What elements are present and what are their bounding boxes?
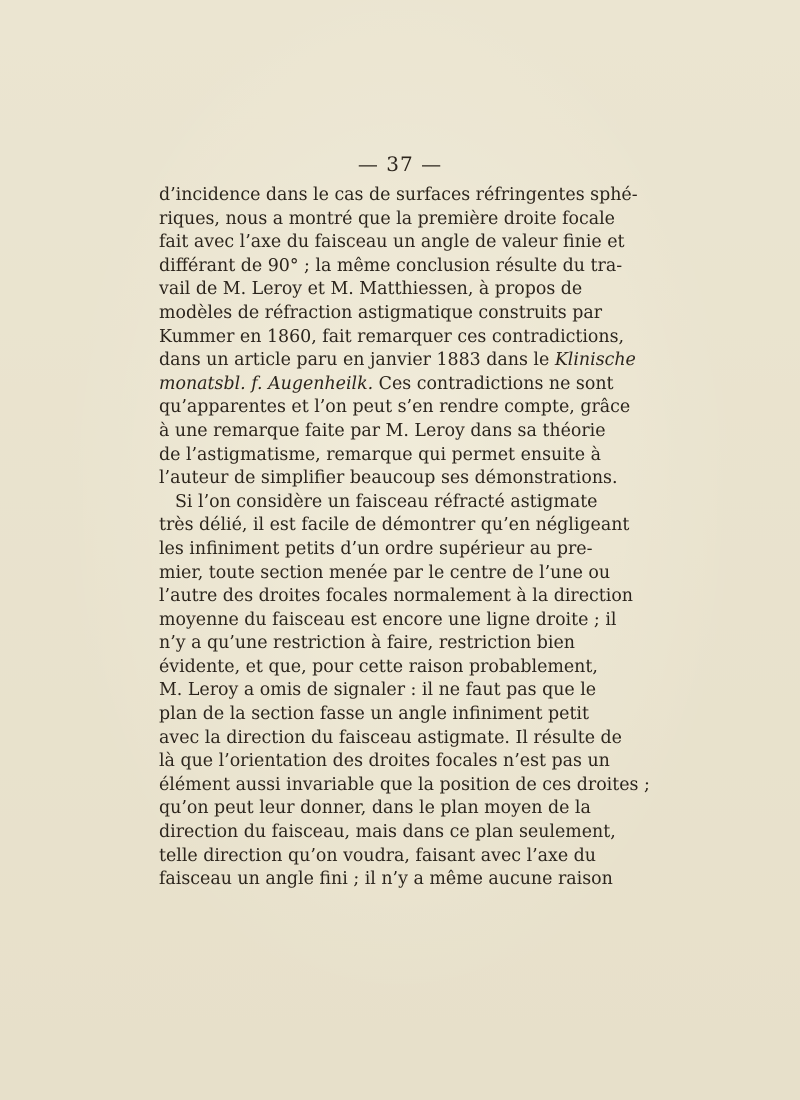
text-line: direction du faisceau, mais dans ce plan seulement, <box>159 822 616 843</box>
text-line: M. Leroy a omis de signaler : il ne faut pas que le <box>159 680 597 701</box>
text-line: là que l’orientation des droites focales n’est pas un <box>159 751 610 772</box>
text-line: différant de 90° ; la même conclusion résulte du tra- <box>159 255 623 276</box>
text-line: d’incidence dans le cas de surfaces réfringentes sphé- <box>159 185 638 205</box>
text-line: faisceau un angle fini ; il n’y a même aucune raison <box>159 869 613 890</box>
text-line: avec la direction du faisceau astigmate. Il résulte de <box>159 727 622 748</box>
text-line: les infiniment petits d’un ordre supérieur au pre- <box>159 538 593 559</box>
text-line: l’autre des droites focales normalement à la direction <box>159 586 633 607</box>
text-line: telle direction qu’on voudra, faisant avec l’axe du <box>159 845 596 866</box>
text-line: modèles de réfraction astigmatique construits par <box>159 302 603 323</box>
text-line: moyenne du faisceau est encore une ligne droite ; il <box>159 609 617 630</box>
text-line: à une remarque faite par M. Leroy dans sa théorie <box>159 420 606 441</box>
page-number: — 37 — <box>357 152 443 176</box>
text-line: fait avec l’axe du faisceau un angle de valeur finie et <box>159 232 625 253</box>
paragraph-start-line: Si l’on considère un faisceau réfracté astigmate <box>175 491 598 512</box>
text-line: mier, toute section menée par le centre de l’une ou <box>159 562 611 583</box>
text-line: dans un article paru en janvier 1883 dans le Klinische <box>159 350 636 371</box>
text-line: plan de la section fasse un angle infiniment petit <box>159 704 589 725</box>
text-line: monatsbl. f. Augenheilk. Ces contradictions ne sont <box>159 373 614 394</box>
text-line: très délié, il est facile de démontrer qu’en négligeant <box>159 515 630 536</box>
journal-title: Klinische <box>554 350 636 371</box>
text-line: qu’apparentes et l’on peut s’en rendre compte, grâce <box>159 397 631 418</box>
journal-title: monatsbl. f. Augenheilk. <box>159 373 374 394</box>
text-line: élément aussi invariable que la position de ces droites ; <box>159 774 650 795</box>
text-line: n’y a qu’une restriction à faire, restriction bien <box>159 633 575 654</box>
text-line: évidente, et que, pour cette raison probablement, <box>159 656 598 677</box>
text-line: vail de M. Leroy et M. Matthiessen, à propos de <box>159 279 583 300</box>
text-line: de l’astigmatisme, remarque qui permet ensuite à <box>159 444 601 465</box>
text-line: qu’on peut leur donner, dans le plan moyen de la <box>159 798 591 819</box>
paragraph-end-line: l’auteur de simplifier beaucoup ses démonstrations. <box>159 468 618 489</box>
body-text <box>159 184 650 892</box>
text-line: riques, nous a montré que la première droite focale <box>159 208 615 229</box>
text-line: Kummer en 1860, fait remarquer ces contradictions, <box>159 326 625 347</box>
